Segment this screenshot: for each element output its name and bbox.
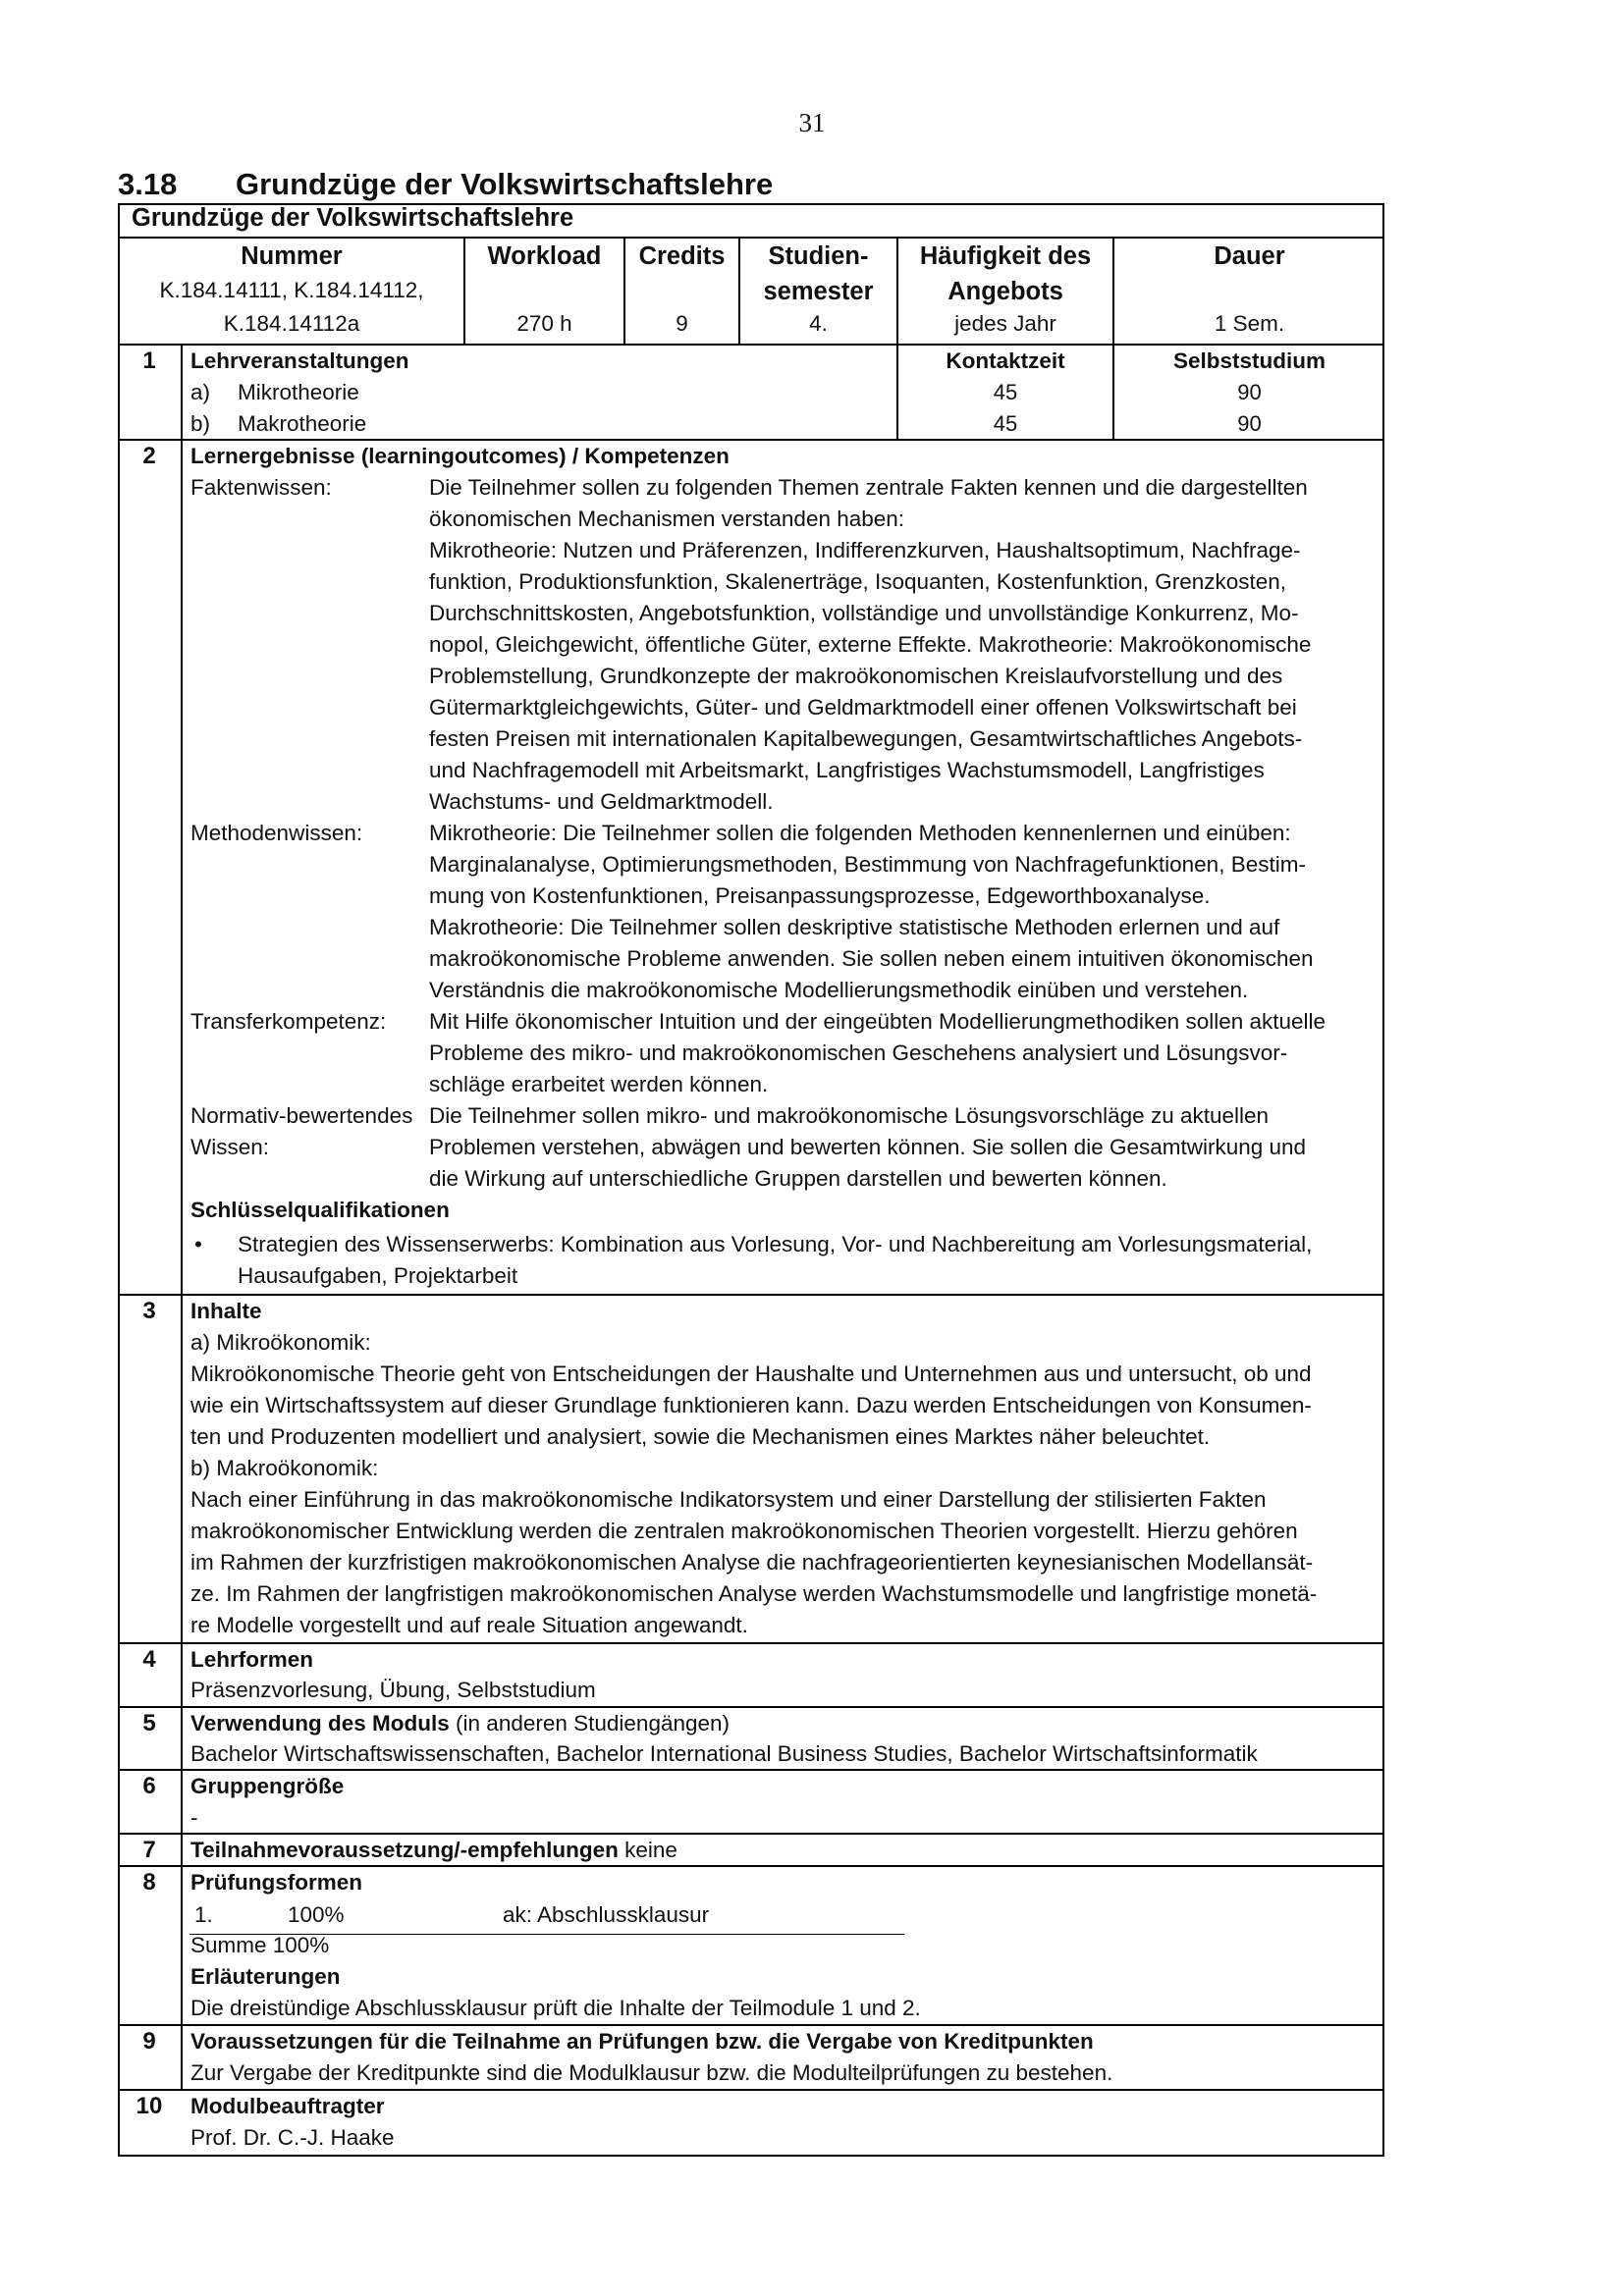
normativ-label: Wissen: (190, 1135, 270, 1159)
credits-label: Credits (638, 242, 726, 270)
methodenwissen-line: Mikrotheorie: Die Teilnehmer sollen die folgenden Methoden kennenlernen und einüben: (429, 821, 1291, 845)
inhalte-line: re Modelle vorgestellt und auf reale Situation angewandt. (190, 1613, 748, 1637)
semester-label: Studien- (768, 242, 869, 270)
methodenwissen-line: Marginalanalyse, Optimierungsmethoden, Bestimmung von Nachfragefunktionen, Bestim- (429, 852, 1306, 877)
section-title-line (190, 1708, 730, 1739)
section-num: 5 (142, 1710, 156, 1736)
normativ-line: Problemen verstehen, abwägen und bewerten können. Sie sollen die Gesamtwirkung und (429, 1135, 1307, 1159)
course-name: Mikrotheorie (238, 380, 359, 404)
course-letter: b) (190, 411, 211, 436)
schluessel-line: Strategien des Wissenserwerbs: Kombination aus Vorlesung, Vor- und Nachbereitung am Vorlesungsmaterial, (238, 1232, 1313, 1256)
faktenwissen-label: Faktenwissen: (190, 475, 332, 500)
inhalte-line: b) Makroökonomik: (190, 1456, 379, 1480)
normativ-line: Die Teilnehmer sollen mikro- und makroökonomische Lösungsvorschläge zu aktuellen (429, 1103, 1270, 1128)
modulbeauftragter-text: Prof. Dr. C.-J. Haake (190, 2125, 395, 2150)
col-rule (181, 344, 183, 2089)
inhalte-line: Mikroökonomische Theorie geht von Entscheidungen der Haushalte und Unternehmen aus und untersucht, ob und (190, 1362, 1312, 1386)
section-title: Prüfungsformen (190, 1870, 363, 1895)
semester-value: 4. (809, 311, 828, 336)
workload-value: 270 h (516, 311, 572, 336)
gruppengroesse-text: - (190, 1805, 198, 1830)
section-title: Voraussetzungen für die Teilnahme an Prüfungen bzw. die Vergabe von Kreditpunkten (190, 2029, 1094, 2054)
section-number: 3.18 (118, 167, 178, 201)
course-name: Makrotheorie (238, 411, 367, 436)
course-kontakt: 45 (993, 380, 1018, 404)
section-num: 3 (142, 1298, 156, 1324)
dauer-value: 1 Sem. (1214, 311, 1285, 336)
faktenwissen-line: Die Teilnehmer sollen zu folgenden Themen zentrale Fakten kennen und die dargestellten (429, 475, 1308, 500)
nummer-label: Nummer (241, 242, 343, 270)
section-heading (118, 167, 773, 202)
methodenwissen-line: Makrotheorie: Die Teilnehmer sollen deskriptive statistische Methoden erlernen und auf (429, 915, 1280, 939)
methodenwissen-line: mung von Kostenfunktionen, Preisanpassungsprozesse, Edgeworthboxanalyse. (429, 883, 1211, 908)
faktenwissen-line: Mikrotheorie: Nutzen und Präferenzen, Indifferenzkurven, Haushaltsoptimum, Nachfrage- (429, 538, 1301, 562)
section-title: Modulbeauftragter (190, 2094, 385, 2118)
section-num: 10 (135, 2093, 163, 2119)
rule (118, 1294, 1384, 1296)
bullet-icon: • (194, 1232, 202, 1256)
inhalte-line: Nach einer Einführung in das makroökonomische Indikatorsystem und einer Darstellung der stilisierten Fakten (190, 1487, 1267, 1512)
angebot-label: Angebots (947, 278, 1063, 305)
schluessel-title: Schlüsselqualifikationen (190, 1198, 450, 1222)
section-num: 2 (142, 443, 156, 469)
faktenwissen-line: ökonomischen Mechanismen verstanden haben: (429, 507, 905, 531)
faktenwissen-line: Problemstellung, Grundkonzepte der makroökonomischen Kreislaufvorstellung und des (429, 664, 1283, 688)
inhalte-line: ten und Produzenten modelliert und analysiert, sowie die Mechanismen eines Marktes näher beleuchtet. (190, 1424, 1211, 1449)
section-title: Lehrveranstaltungen (190, 348, 409, 373)
nummer-value: K.184.14111, K.184.14112, (159, 278, 424, 302)
angebot-value: jedes Jahr (954, 311, 1056, 336)
workload-label: Workload (487, 242, 602, 270)
section-num: 4 (142, 1646, 156, 1673)
transferkompetenz-label: Transferkompetenz: (190, 1009, 387, 1034)
erlaeuterungen-title: Erläuterungen (190, 1964, 341, 1989)
course-selbst: 90 (1237, 380, 1262, 404)
teilnahme-text: keine (618, 1838, 677, 1862)
methodenwissen-line: Verständnis die makroökonomische Modellierungsmethodik einüben und verstehen. (429, 978, 1249, 1002)
exam-number: 1. (194, 1902, 213, 1927)
faktenwissen-line: Gütermarktgleichgewichts, Güter- und Geldmarktmodell einer offenen Volkswirtschaft bei (429, 695, 1297, 720)
lehrformen-text: Präsenzvorlesung, Übung, Selbststudium (190, 1678, 596, 1702)
course-letter: a) (190, 380, 211, 404)
inhalte-line: ze. Im Rahmen der langfristigen makroökonomischen Analyse werden Wachstumsmodelle und langfristige monetä- (190, 1581, 1318, 1606)
methodenwissen-line: makroökonomische Probleme anwenden. Sie sollen neben einem intuitiven ökonomischen (429, 946, 1314, 971)
section-title: Lehrformen (190, 1647, 314, 1672)
faktenwissen-line: nopol, Gleichgewicht, öffentliche Güter, externe Effekte. Makrotheorie: Makroökonomische (429, 632, 1312, 657)
dauer-label: Dauer (1214, 242, 1285, 270)
section-title: Verwendung des Moduls (190, 1711, 450, 1735)
faktenwissen-line: und Nachfragemodell mit Arbeitsmarkt, Langfristiges Wachstumsmodell, Langfristiges (429, 758, 1265, 782)
section-title: Lernergebnisse (learningoutcomes) / Kompetenzen (190, 444, 730, 468)
semester-label: semester (763, 278, 874, 305)
nummer-value: K.184.14112a (223, 311, 360, 336)
normativ-line: die Wirkung auf unterschiedliche Gruppen darstellen und bewerten können. (429, 1166, 1167, 1191)
inhalte-line: makroökonomischer Entwicklung werden die zentralen makroökonomischen Theorien vorgestellt. Hierzu gehören (190, 1519, 1298, 1543)
kontakt-label: Kontaktzeit (946, 348, 1065, 373)
exam-type: ak: Abschlussklausur (503, 1902, 710, 1927)
exam-percent: 100% (288, 1902, 345, 1927)
course-selbst: 90 (1237, 411, 1262, 436)
page-number: 31 (798, 108, 826, 137)
transferkompetenz-line: schläge erarbeitet werden können. (429, 1072, 769, 1096)
section-num: 9 (142, 2028, 156, 2055)
erlaeuterungen-text: Die dreistündige Abschlussklausur prüft die Inhalte der Teilmodule 1 und 2. (190, 1996, 921, 2020)
section-title: Teilnahmevoraussetzung/-empfehlungen (190, 1838, 619, 1862)
section-title: Gruppengröße (190, 1774, 345, 1798)
transferkompetenz-line: Probleme des mikro- und makroökonomischen Geschehens analysiert und Lösungsvor- (429, 1041, 1288, 1065)
inhalte-line: a) Mikroökonomik: (190, 1330, 371, 1355)
section-title: Grundzüge der Volkswirtschaftslehre (236, 167, 774, 201)
faktenwissen-line: funktion, Produktionsfunktion, Skalenerträge, Isoquanten, Kostenfunktion, Grenzkosten, (429, 569, 1287, 594)
inhalte-line: im Rahmen der kurzfristigen makroökonomischen Analyse die nachfrageorientierten keynesianischen Modellansät- (190, 1550, 1314, 1575)
exam-summe: Summe 100% (190, 1933, 330, 1957)
selbst-label: Selbststudium (1172, 348, 1326, 373)
rule (118, 237, 1384, 239)
section-title: Inhalte (190, 1299, 262, 1323)
section-num: 1 (142, 347, 156, 374)
section-title-suffix: (in anderen Studiengängen) (449, 1711, 731, 1735)
course-kontakt: 45 (993, 411, 1018, 436)
faktenwissen-line: Durchschnittskosten, Angebotsfunktion, vollständige und unvollständige Konkurrenz, Mo- (429, 601, 1299, 625)
verwendung-text: Bachelor Wirtschaftswissenschaften, Bachelor International Business Studies, Bachelor Wirtschaftsinformatik (190, 1741, 1258, 1766)
section-num: 8 (142, 1869, 156, 1896)
normativ-label: Normativ-bewertendes (190, 1103, 413, 1128)
faktenwissen-line: festen Preisen mit internationalen Kapitalbewegungen, Gesamtwirtschaftliches Angebots- (429, 726, 1303, 751)
section-num: 6 (142, 1773, 156, 1799)
credits-value: 9 (676, 311, 688, 336)
angebot-label: Häufigkeit des (919, 242, 1092, 270)
voraussetzungen-text: Zur Vergabe der Kreditpunkte sind die Modulklausur bzw. die Modulteilprüfungen zu bestehen. (190, 2060, 1113, 2085)
section-num: 7 (142, 1837, 156, 1863)
methodenwissen-label: Methodenwissen: (190, 821, 363, 845)
section-title-line (190, 1835, 677, 1866)
faktenwissen-line: Wachstums- und Geldmarktmodell. (429, 789, 774, 814)
inhalte-line: wie ein Wirtschaftssystem auf dieser Grundlage funktionieren kann. Dazu werden Entscheidungen von Konsumen- (190, 1393, 1312, 1417)
transferkompetenz-line: Mit Hilfe ökonomischer Intuition und der eingeübten Modellierungmethodiken sollen aktuelle (429, 1009, 1326, 1034)
schluessel-line: Hausaufgaben, Projektarbeit (238, 1263, 518, 1288)
module-title: Grundzüge der Volkswirtschaftslehre (132, 204, 574, 232)
